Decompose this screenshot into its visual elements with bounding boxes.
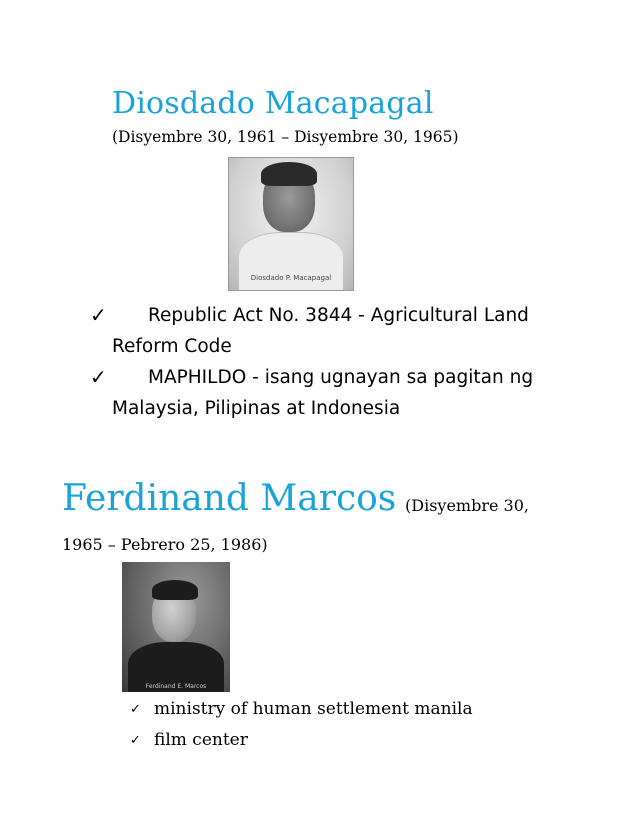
president-name-marcos: Ferdinand Marcos (62, 478, 397, 519)
checkmark-icon: ✓ (90, 365, 107, 389)
list-item (90, 362, 560, 424)
list-item-text: film center (154, 730, 248, 750)
portrait-macapagal (228, 157, 354, 291)
president-name-macapagal: Diosdado Macapagal (112, 86, 434, 121)
term-dates-marcos-start: (Disyembre 30, (405, 496, 529, 515)
checkmark-icon: ✓ (130, 733, 141, 748)
achievements-list-marcos (130, 694, 473, 756)
list-item (130, 725, 473, 756)
portrait-caption-macapagal: Diosdado P. Macapagal (250, 274, 332, 282)
list-item-text: ministry of human settlement manila (154, 699, 473, 719)
portrait-marcos (122, 562, 230, 692)
list-item (90, 300, 560, 362)
term-dates-macapagal: (Disyembre 30, 1961 – Disyembre 30, 1965) (112, 128, 459, 146)
checkmark-icon: ✓ (90, 303, 107, 327)
list-item (130, 694, 473, 725)
list-item-text: MAPHILDO - isang ugnayan sa pagitan ng Malaysia, Pilipinas at Indonesia (112, 367, 534, 419)
achievements-list-macapagal (90, 300, 560, 424)
portrait-caption-marcos: Ferdinand E. Marcos (145, 683, 207, 690)
term-dates-marcos-end: 1965 – Pebrero 25, 1986) (62, 535, 268, 554)
checkmark-icon: ✓ (130, 702, 141, 717)
list-item-text: Republic Act No. 3844 - Agricultural Land Reform Code (112, 305, 529, 357)
